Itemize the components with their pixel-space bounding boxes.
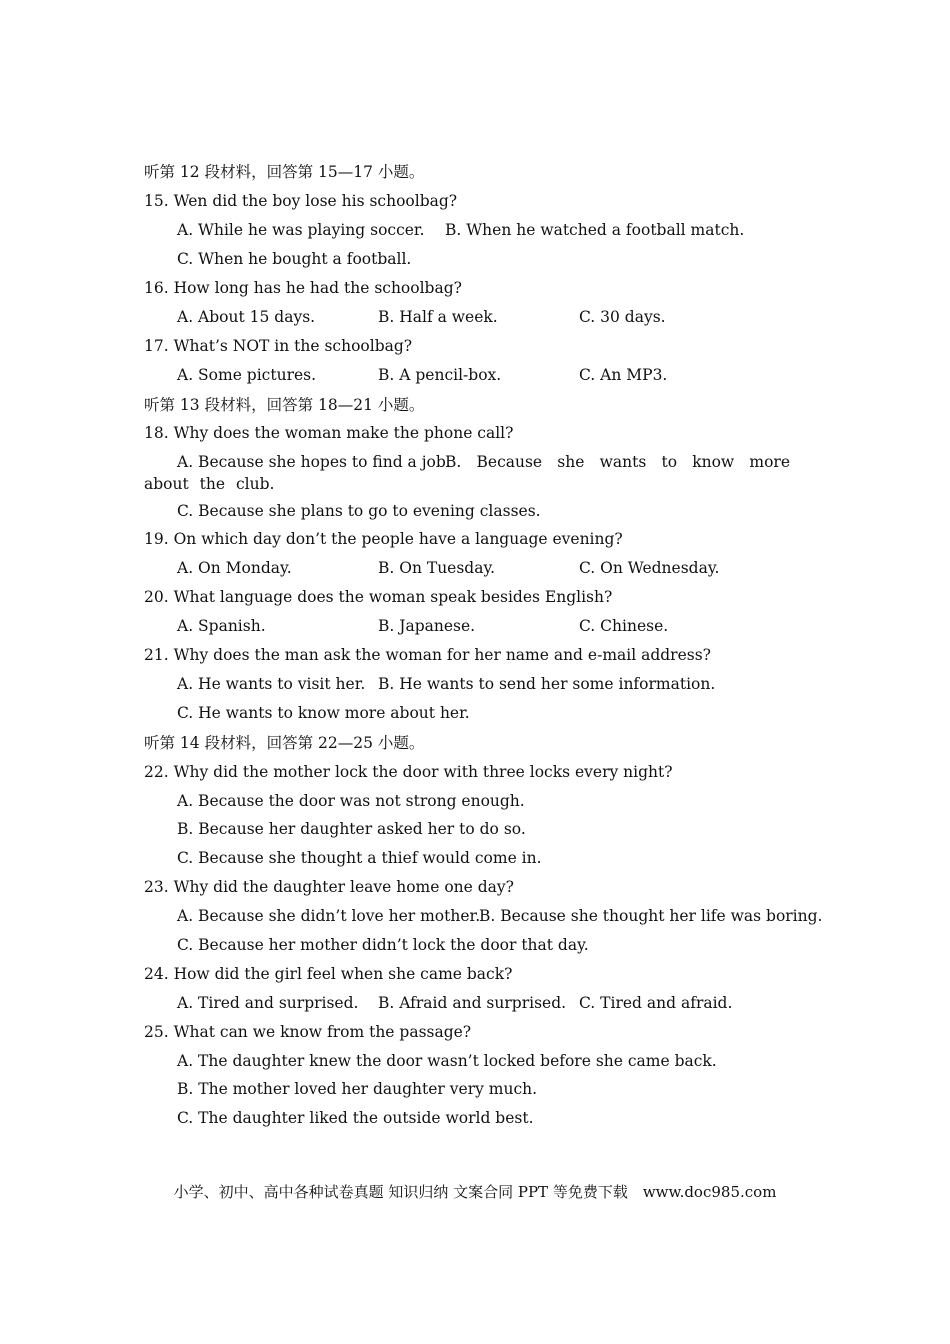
option-23-b: B. Because she thought her life was boring. (479, 907, 823, 925)
option-25-c: C. The daughter liked the outside world best. (177, 1109, 534, 1127)
option-20-b: B. Japanese. (378, 617, 476, 635)
options-23-row1 (0, 905, 950, 927)
options-22-b-row (0, 818, 950, 840)
option-17-c: C. An MP3. (579, 366, 668, 384)
options-20 (0, 615, 950, 637)
options-25-c-row (0, 1107, 950, 1129)
option-23-c: C. Because her mother didn’t lock the door that day. (177, 936, 589, 954)
question-20 (0, 586, 950, 608)
section-heading-12 (0, 161, 950, 183)
question-text: 20. What language does the woman speak besides English? (144, 588, 613, 606)
section-heading-text: 听第 13 段材料，回答第 18—21 小题。 (144, 396, 425, 414)
page-footer: 小学、初中、高中各种试卷真题 知识归纳 文案合同 PPT 等免费下载 www.doc985.com (173, 1183, 777, 1201)
question-text: 15. Wen did the boy lose his schoolbag? (144, 192, 458, 210)
options-23-row2 (0, 934, 950, 956)
options-18-row3 (0, 500, 950, 522)
option-24-b: B. Afraid and surprised. (378, 994, 567, 1012)
options-21-row1 (0, 673, 950, 695)
option-15-b: B. When he watched a football match. (445, 221, 745, 239)
question-16 (0, 277, 950, 299)
option-16-c: C. 30 days. (579, 308, 666, 326)
option-21-b: B. He wants to send her some information. (378, 675, 716, 693)
options-22-a-row (0, 790, 950, 812)
options-15-row2 (0, 248, 950, 270)
option-19-b: B. On Tuesday. (378, 559, 496, 577)
question-text: 18. Why does the woman make the phone call? (144, 424, 514, 442)
option-18-b: B. Because she wants to know more about the club. (144, 453, 790, 493)
section-heading-13 (0, 394, 950, 416)
question-25 (0, 1021, 950, 1043)
option-25-b: B. The mother loved her daughter very much. (177, 1080, 538, 1098)
option-22-b: B. Because her daughter asked her to do so. (177, 820, 526, 838)
question-17 (0, 335, 950, 357)
question-text: 19. On which day don’t the people have a language evening? (144, 530, 623, 548)
option-19-a: A. On Monday. (177, 559, 292, 577)
question-22 (0, 761, 950, 783)
question-text: 25. What can we know from the passage? (144, 1023, 472, 1041)
question-text: 21. Why does the man ask the woman for her name and e-mail address? (144, 646, 711, 664)
option-16-a: A. About 15 days. (177, 308, 316, 326)
option-15-a: A. While he was playing soccer. (177, 221, 425, 239)
option-21-a: A. He wants to visit her. (177, 675, 366, 693)
option-16-b: B. Half a week. (378, 308, 498, 326)
option-15-c: C. When he bought a football. (177, 250, 412, 268)
options-19 (0, 557, 950, 579)
section-heading-text: 听第 14 段材料，回答第 22—25 小题。 (144, 734, 425, 752)
question-21 (0, 644, 950, 666)
option-21-c: C. He wants to know more about her. (177, 704, 470, 722)
options-16 (0, 306, 950, 328)
question-19 (0, 528, 950, 550)
option-18-c: C. Because she plans to go to evening classes. (177, 502, 541, 520)
option-24-c: C. Tired and afraid. (579, 994, 733, 1012)
question-text: 23. Why did the daughter leave home one day? (144, 878, 514, 896)
question-23 (0, 876, 950, 898)
option-23-a: A. Because she didn’t love her mother. (177, 907, 481, 925)
question-15 (0, 190, 950, 212)
option-17-a: A. Some pictures. (177, 366, 317, 384)
question-text: 16. How long has he had the schoolbag? (144, 279, 462, 297)
options-21-row2 (0, 702, 950, 724)
options-25-b-row (0, 1078, 950, 1100)
options-22-c-row (0, 847, 950, 869)
option-22-c: C. Because she thought a thief would come in. (177, 849, 542, 867)
option-20-a: A. Spanish. (177, 617, 266, 635)
option-19-c: C. On Wednesday. (579, 559, 720, 577)
question-text: 24. How did the girl feel when she came back? (144, 965, 513, 983)
options-15-row1 (0, 219, 950, 241)
section-heading-text: 听第 12 段材料，回答第 15—17 小题。 (144, 163, 425, 181)
option-17-b: B. A pencil-box. (378, 366, 502, 384)
option-22-a: A. Because the door was not strong enough. (177, 792, 525, 810)
section-heading-14 (0, 732, 950, 754)
option-18-a: A. Because she hopes to find a job. (177, 453, 451, 471)
option-24-a: A. Tired and surprised. (177, 994, 359, 1012)
options-25-a-row (0, 1050, 950, 1072)
options-24 (0, 992, 950, 1014)
option-20-c: C. Chinese. (579, 617, 669, 635)
question-text: 22. Why did the mother lock the door with three locks every night? (144, 763, 673, 781)
option-25-a: A. The daughter knew the door wasn’t locked before she came back. (177, 1052, 717, 1070)
question-text: 17. What’s NOT in the schoolbag? (144, 337, 413, 355)
options-17 (0, 364, 950, 386)
question-24 (0, 963, 950, 985)
question-18 (0, 422, 950, 444)
